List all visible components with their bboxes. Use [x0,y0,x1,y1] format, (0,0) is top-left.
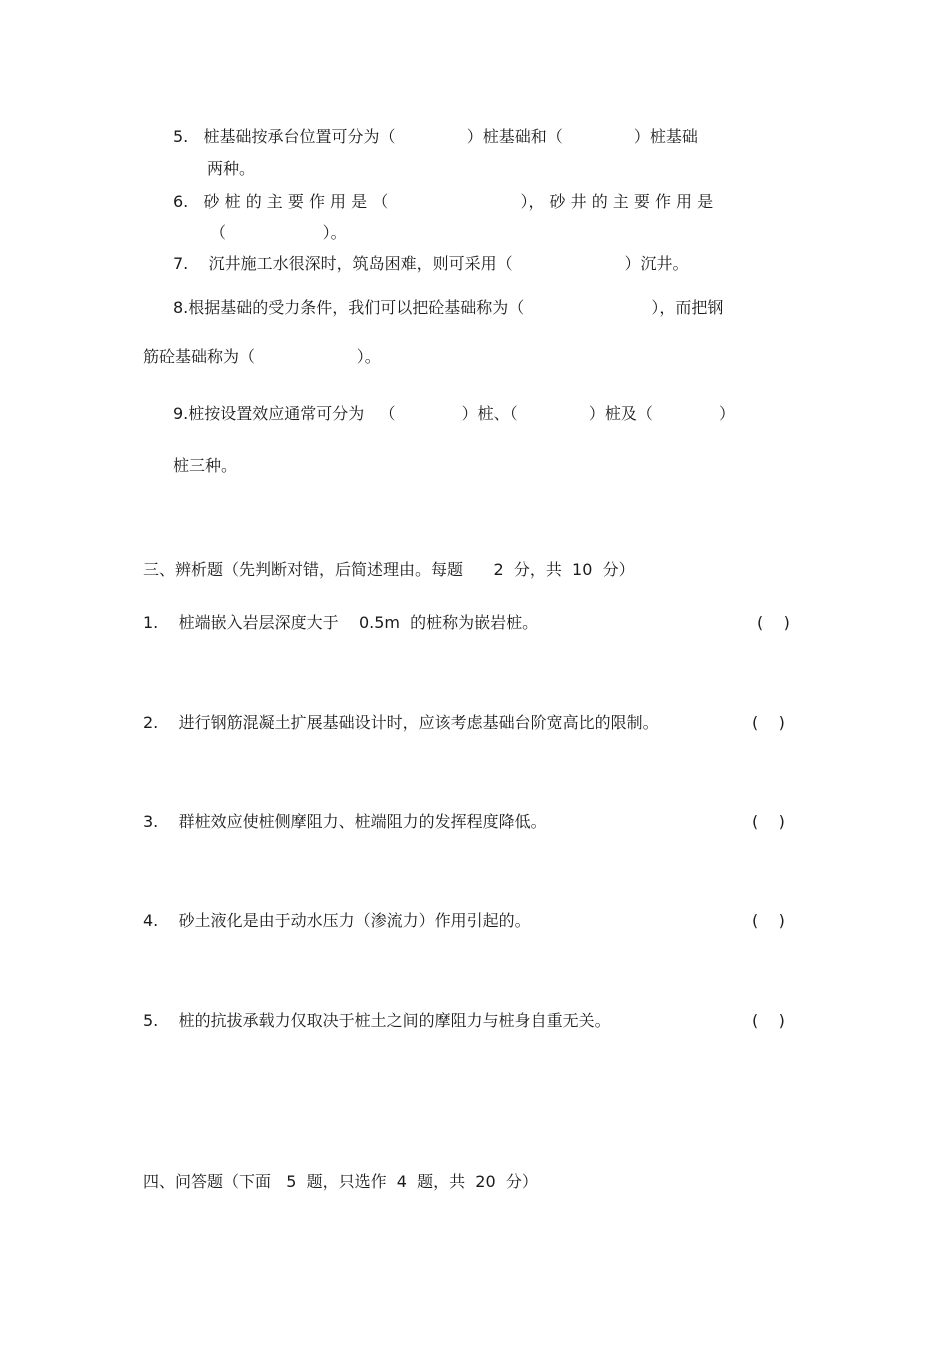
q9-line2: 桩三种。 [173,456,238,475]
answer-parentheses: ( ) [752,713,785,732]
q7: 7. 沉井施工水很深时，筑岛困难，则可采用（ ）沉井。 [173,254,689,273]
answer-parentheses: ( ) [752,911,785,930]
q9-line1: 9.桩按设置效应通常可分为 （ ）桩、（ ）桩及（ ） [173,404,735,423]
section-heading: 三、辨析题（先判断对错，后简述理由。每题 2 分，共 10 分） [143,560,635,579]
question-text: 3. 群桩效应使桩侧摩阻力、桩端阻力的发挥程度降低。 [143,812,547,831]
q6-line1: 6. 砂 桩 的 主 要 作 用 是 （ ）， 砂 井 的 主 要 作 用 是 [173,192,714,211]
answer-parentheses: ( ) [757,613,790,632]
q6-line2: （ ）。 [210,223,347,242]
section-heading: 四、问答题（下面 5 题，只选作 4 题，共 20 分） [143,1172,538,1191]
q5-line1: 5. 桩基础按承台位置可分为（ ）桩基础和（ ）桩基础 [173,127,698,146]
answer-parentheses: ( ) [752,1011,785,1030]
q5-line2: 两种。 [207,159,256,178]
question-text: 2. 进行钢筋混凝土扩展基础设计时，应该考虑基础台阶宽高比的限制。 [143,713,659,732]
question-text: 1. 桩端嵌入岩层深度大于 0.5m 的桩称为嵌岩桩。 [143,613,539,632]
question-text: 5. 桩的抗拔承载力仅取决于桩土之间的摩阻力与桩身自重无关。 [143,1011,611,1030]
answer-parentheses: ( ) [752,812,785,831]
q8-line1: 8.根据基础的受力条件，我们可以把砼基础称为（ ），而把钢 [173,298,724,317]
question-text: 4. 砂土液化是由于动水压力（渗流力）作用引起的。 [143,911,531,930]
q8-line2: 筋砼基础称为（ ）。 [143,347,381,366]
